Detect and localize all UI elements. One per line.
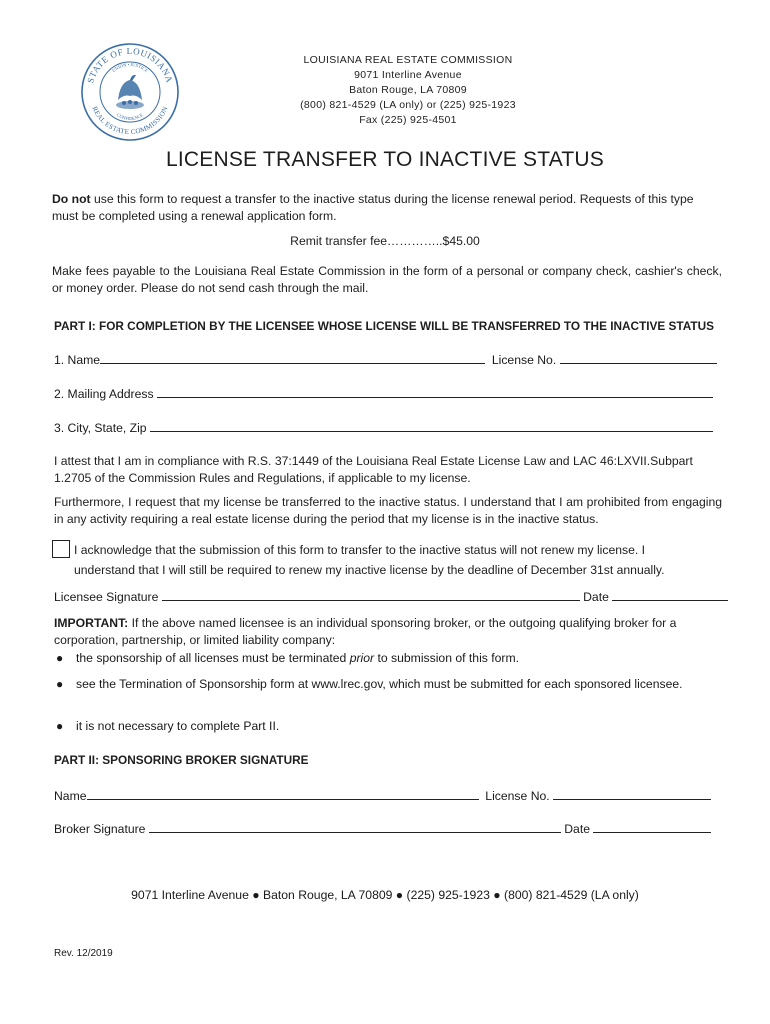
attest-paragraph: I attest that I am in compliance with R.S. 37:1449 of the Louisiana Real Estate License Law and LAC 46:LXVII.Subpart 1.2705 of the Commission Rules and Regulations, if applicable to my license. <box>54 454 693 485</box>
broker-date-field[interactable] <box>593 820 711 833</box>
seal-ring-bottom: REAL ESTATE COMMISSION <box>90 105 170 137</box>
mailing-address-field[interactable] <box>157 385 713 398</box>
svg-text:UNION • JUSTICE <box>111 62 149 73</box>
acknowledge-line-2: understand that I will still be required to renew my inactive license by the deadline of December 31st annually. <box>74 563 665 577</box>
license-label: License No. <box>491 353 557 367</box>
bullet-dot-icon: ● <box>56 719 64 733</box>
bullet-1 <box>76 650 722 667</box>
licensee-signature-row <box>54 588 728 604</box>
name-row <box>54 351 717 367</box>
name-label: 1. Name <box>54 353 101 367</box>
name-field[interactable] <box>100 351 485 364</box>
broker-license-no-field[interactable] <box>553 787 711 800</box>
bullet-dot-icon: ● <box>56 651 64 665</box>
intro-bold-lead: Do not <box>52 192 91 206</box>
part1-heading: PART I: FOR COMPLETION BY THE LICENSEE WHOSE LICENSE WILL BE TRANSFERRED TO THE INACTIVE STATUS <box>54 319 714 333</box>
broker-name-label: Name <box>54 789 87 803</box>
revision-label: Rev. 12/2019 <box>54 948 113 959</box>
seal-inner-bottom: CONFIDENCE <box>116 112 144 122</box>
licensee-date-label: Date <box>583 590 609 604</box>
furthermore-paragraph: Furthermore, I request that my license be transferred to the inactive status. I understand that I am prohibited from engaging in any activity requiring a real estate license during the period that my license is in the inactive status. <box>54 495 722 526</box>
broker-signature-field[interactable] <box>149 820 561 833</box>
acknowledge-checkbox[interactable] <box>52 540 70 558</box>
bullet-1-em: prior <box>349 651 375 665</box>
licensee-date-field[interactable] <box>612 588 728 601</box>
broker-signature-label: Broker Signature <box>54 822 146 836</box>
mailing-label: 2. Mailing Address <box>54 387 154 401</box>
mailing-row <box>54 385 713 401</box>
svg-text:CONFIDENCE <box>116 112 144 121</box>
bullet-1-pre: the sponsorship of all licenses must be terminated <box>76 651 350 665</box>
broker-date-label: Date <box>564 822 590 836</box>
bullet-1-post: to submission of this form. <box>374 651 520 665</box>
important-text: If the above named licensee is an individual sponsoring broker, or the outgoing qualifying broker for a corporation, partnership, or limited liability company: <box>54 616 677 647</box>
payment-paragraph: Make fees payable to the Louisiana Real Estate Commission in the form of a personal or company check, cashier's check, or money order. Please do not send cash through the mail. <box>52 264 722 295</box>
seal-inner-top: UNION • JUSTICE <box>111 61 149 74</box>
acknowledge-line-1: I acknowledge that the submission of this form to transfer to the inactive status will not renew my license. I <box>74 543 646 557</box>
louisiana-seal-icon <box>80 42 180 142</box>
broker-signature-row <box>54 820 711 836</box>
licensee-signature-field[interactable] <box>162 588 580 601</box>
license-no-field[interactable] <box>560 351 717 364</box>
seal-ring-top: STATE OF LOUISIANA <box>85 45 175 85</box>
city-label: 3. City, State, Zip <box>54 421 147 435</box>
footer-address: 9071 Interline Avenue ● Baton Rouge, LA 70809 ● (225) 925-1923 ● (800) 821-4529 (LA only) <box>131 888 639 902</box>
city-state-zip-field[interactable] <box>150 419 713 432</box>
important-paragraph <box>54 615 722 649</box>
broker-name-field[interactable] <box>87 787 479 800</box>
header-phone: (800) 821-4529 (LA only) or (225) 925-1923 <box>300 99 516 111</box>
header-org: LOUISIANA REAL ESTATE COMMISSION <box>303 54 513 66</box>
city-row <box>54 419 713 435</box>
page-title: LICENSE TRANSFER TO INACTIVE STATUS <box>166 148 604 171</box>
bullet-2: see the Termination of Sponsorship form at www.lrec.gov, which must be submitted for each sponsored licensee. <box>76 677 683 691</box>
broker-license-label: License No. <box>485 789 550 803</box>
bullet-3: it is not necessary to complete Part II. <box>76 719 280 733</box>
fee-line: Remit transfer fee…………..$45.00 <box>290 234 480 248</box>
important-label: IMPORTANT: <box>54 616 129 630</box>
licensee-signature-label: Licensee Signature <box>54 590 159 604</box>
intro-text: use this form to request a transfer to the inactive status during the license renewal period. Requests of this type must be completed using a renewal application form. <box>52 192 694 223</box>
header-fax: Fax (225) 925-4501 <box>359 114 457 126</box>
bullet-dot-icon: ● <box>56 677 64 691</box>
broker-name-row <box>54 787 711 803</box>
header-city: Baton Rouge, LA 70809 <box>349 84 467 96</box>
header-street: 9071 Interline Avenue <box>354 69 462 81</box>
part2-heading: PART II: SPONSORING BROKER SIGNATURE <box>54 753 309 767</box>
intro-paragraph <box>52 191 722 225</box>
